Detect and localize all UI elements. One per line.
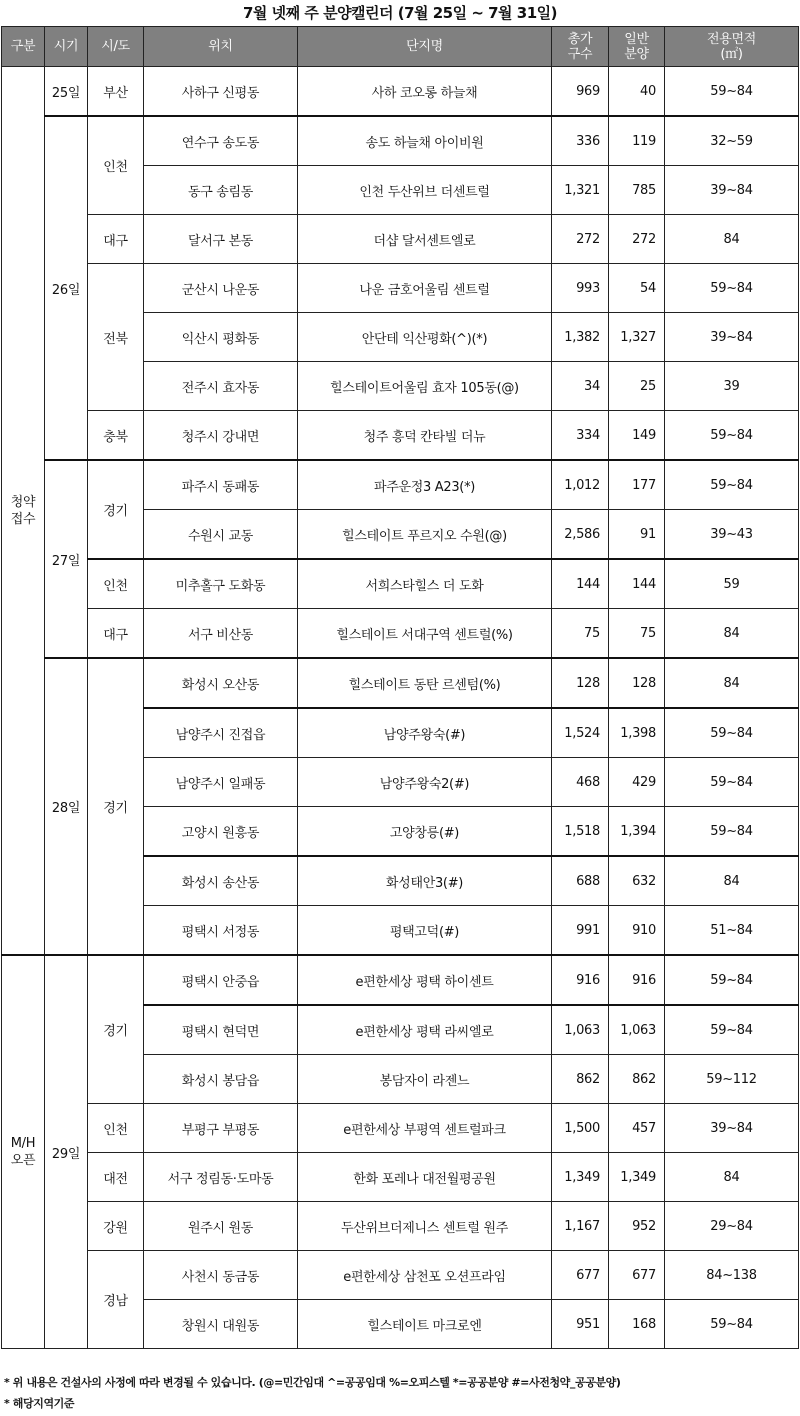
location-cell: 창원시 대원동 (144, 1300, 298, 1349)
complex-cell: 송도 하늘채 아이비원 (298, 116, 552, 166)
location-cell: 평택시 현덕면 (144, 1005, 298, 1055)
total-cell: 272 (552, 215, 609, 264)
complex-cell: 힐스테이트 동탄 르센텀(%) (298, 658, 552, 708)
general-cell: 1,327 (609, 313, 665, 362)
area-cell: 39 (665, 362, 799, 411)
group-mh-open: M/H 오픈 (2, 955, 45, 1349)
general-cell: 429 (609, 758, 665, 807)
complex-cell: 청주 흥덕 칸타빌 더뉴 (298, 411, 552, 461)
header-area: 전용면적 (㎡) (665, 27, 799, 67)
complex-cell: e편한세상 평택 하이센트 (298, 955, 552, 1005)
general-cell: 677 (609, 1251, 665, 1300)
table-row (2, 116, 799, 166)
table-row (2, 658, 799, 708)
area-cell: 59~112 (665, 1055, 799, 1104)
total-cell: 334 (552, 411, 609, 461)
area-cell: 59~84 (665, 708, 799, 758)
day-cell: 26일 (45, 116, 88, 460)
group-subscription: 청약 접수 (2, 67, 45, 956)
area-cell: 59~84 (665, 264, 799, 313)
total-cell: 2,586 (552, 510, 609, 560)
table-row (2, 411, 799, 461)
total-cell: 1,518 (552, 807, 609, 857)
general-cell: 40 (609, 67, 665, 117)
location-cell: 동구 송림동 (144, 166, 298, 215)
day-cell: 25일 (45, 67, 88, 117)
region-cell: 전북 (88, 264, 144, 411)
total-cell: 1,349 (552, 1153, 609, 1202)
complex-cell: 힐스테이트 서대구역 센트럴(%) (298, 609, 552, 659)
area-cell: 84 (665, 856, 799, 906)
location-cell: 수원시 교동 (144, 510, 298, 560)
complex-cell: e편한세상 부평역 센트럴파크 (298, 1104, 552, 1153)
region-cell: 충북 (88, 411, 144, 461)
general-cell: 916 (609, 955, 665, 1005)
area-cell: 32~59 (665, 116, 799, 166)
general-cell: 1,349 (609, 1153, 665, 1202)
header-row (2, 27, 799, 67)
complex-cell: 사하 코오롱 하늘채 (298, 67, 552, 117)
general-cell: 1,398 (609, 708, 665, 758)
area-cell: 84~138 (665, 1251, 799, 1300)
general-cell: 862 (609, 1055, 665, 1104)
total-cell: 1,524 (552, 708, 609, 758)
table-row (2, 1202, 799, 1251)
table-row (2, 460, 799, 510)
table-row (2, 1251, 799, 1300)
total-cell: 128 (552, 658, 609, 708)
location-cell: 남양주시 진접읍 (144, 708, 298, 758)
general-cell: 128 (609, 658, 665, 708)
calendar-table (1, 26, 799, 1349)
header-category: 구분 (2, 27, 45, 67)
footnotes (4, 1372, 796, 1414)
header-period: 시기 (45, 27, 88, 67)
day-cell: 27일 (45, 460, 88, 658)
region-cell: 경기 (88, 658, 144, 955)
location-cell: 사하구 신평동 (144, 67, 298, 117)
table-row (2, 1153, 799, 1202)
location-cell: 연수구 송도동 (144, 116, 298, 166)
location-cell: 달서구 본동 (144, 215, 298, 264)
complex-cell: 나운 금호어울림 센트럴 (298, 264, 552, 313)
area-cell: 59~84 (665, 411, 799, 461)
complex-cell: 파주운정3 A23(*) (298, 460, 552, 510)
complex-cell: 평택고덕(#) (298, 906, 552, 956)
complex-cell: 힐스테이트어울림 효자 105동(@) (298, 362, 552, 411)
general-cell: 632 (609, 856, 665, 906)
total-cell: 1,500 (552, 1104, 609, 1153)
header-complex: 단지명 (298, 27, 552, 67)
total-cell: 969 (552, 67, 609, 117)
location-cell: 고양시 원흥동 (144, 807, 298, 857)
region-cell: 경남 (88, 1251, 144, 1349)
general-cell: 149 (609, 411, 665, 461)
region-cell: 강원 (88, 1202, 144, 1251)
footnote-region-basis: * 해당지역기준 (4, 1397, 75, 1410)
total-cell: 34 (552, 362, 609, 411)
complex-cell: 화성태안3(#) (298, 856, 552, 906)
location-cell: 전주시 효자동 (144, 362, 298, 411)
general-cell: 952 (609, 1202, 665, 1251)
general-cell: 168 (609, 1300, 665, 1349)
location-cell: 평택시 서정동 (144, 906, 298, 956)
location-cell: 서구 정림동·도마동 (144, 1153, 298, 1202)
general-cell: 91 (609, 510, 665, 560)
complex-cell: 더샵 달서센트엘로 (298, 215, 552, 264)
general-cell: 457 (609, 1104, 665, 1153)
region-cell: 인천 (88, 1104, 144, 1153)
region-cell: 경기 (88, 955, 144, 1104)
total-cell: 991 (552, 906, 609, 956)
header-region: 시/도 (88, 27, 144, 67)
location-cell: 파주시 동패동 (144, 460, 298, 510)
location-cell: 사천시 동금동 (144, 1251, 298, 1300)
area-cell: 59~84 (665, 807, 799, 857)
area-cell: 84 (665, 658, 799, 708)
day-cell: 28일 (45, 658, 88, 955)
complex-cell: 힐스테이트 마크로엔 (298, 1300, 552, 1349)
general-cell: 1,063 (609, 1005, 665, 1055)
region-cell: 대구 (88, 609, 144, 659)
table-row (2, 955, 799, 1005)
day-cell: 29일 (45, 955, 88, 1349)
general-cell: 119 (609, 116, 665, 166)
total-cell: 677 (552, 1251, 609, 1300)
table-row (2, 1104, 799, 1153)
area-cell: 84 (665, 1153, 799, 1202)
general-cell: 272 (609, 215, 665, 264)
area-cell: 39~84 (665, 1104, 799, 1153)
location-cell: 남양주시 일패동 (144, 758, 298, 807)
complex-cell: e편한세상 평택 라씨엘로 (298, 1005, 552, 1055)
complex-cell: 남양주왕숙(#) (298, 708, 552, 758)
general-cell: 177 (609, 460, 665, 510)
total-cell: 336 (552, 116, 609, 166)
complex-cell: 한화 포레나 대전월평공원 (298, 1153, 552, 1202)
total-cell: 468 (552, 758, 609, 807)
location-cell: 부평구 부평동 (144, 1104, 298, 1153)
total-cell: 1,012 (552, 460, 609, 510)
area-cell: 59~84 (665, 1005, 799, 1055)
table-row (2, 264, 799, 313)
location-cell: 군산시 나운동 (144, 264, 298, 313)
region-cell: 대전 (88, 1153, 144, 1202)
header-general-units: 일반 분양 (609, 27, 665, 67)
location-cell: 익산시 평화동 (144, 313, 298, 362)
complex-cell: 봉담자이 라젠느 (298, 1055, 552, 1104)
complex-cell: e편한세상 삼천포 오션프라임 (298, 1251, 552, 1300)
area-cell: 59~84 (665, 1300, 799, 1349)
area-cell: 39~43 (665, 510, 799, 560)
general-cell: 910 (609, 906, 665, 956)
general-cell: 1,394 (609, 807, 665, 857)
table-row (2, 609, 799, 659)
area-cell: 29~84 (665, 1202, 799, 1251)
area-cell: 59 (665, 559, 799, 609)
general-cell: 25 (609, 362, 665, 411)
complex-cell: 안단테 익산평화(^)(*) (298, 313, 552, 362)
location-cell: 미추홀구 도화동 (144, 559, 298, 609)
area-cell: 39~84 (665, 166, 799, 215)
area-cell: 84 (665, 215, 799, 264)
complex-cell: 인천 두산위브 더센트럴 (298, 166, 552, 215)
complex-cell: 서희스타힐스 더 도화 (298, 559, 552, 609)
general-cell: 144 (609, 559, 665, 609)
complex-cell: 남양주왕숙2(#) (298, 758, 552, 807)
area-cell: 39~84 (665, 313, 799, 362)
general-cell: 54 (609, 264, 665, 313)
total-cell: 916 (552, 955, 609, 1005)
region-cell: 경기 (88, 460, 144, 559)
area-cell: 51~84 (665, 906, 799, 956)
area-cell: 59~84 (665, 955, 799, 1005)
location-cell: 원주시 원동 (144, 1202, 298, 1251)
total-cell: 951 (552, 1300, 609, 1349)
header-total-units: 총가 구수 (552, 27, 609, 67)
total-cell: 1,382 (552, 313, 609, 362)
footnote-legend: * 위 내용은 건설사의 사정에 따라 변경될 수 있습니다. (@=민간임대 ^=공공임대 %=오피스텔 *=공공분양 #=사전청약_공공분양) (4, 1376, 621, 1389)
region-cell: 인천 (88, 116, 144, 215)
area-cell: 84 (665, 609, 799, 659)
total-cell: 688 (552, 856, 609, 906)
table-row (2, 67, 799, 117)
general-cell: 75 (609, 609, 665, 659)
region-cell: 부산 (88, 67, 144, 117)
general-cell: 785 (609, 166, 665, 215)
total-cell: 75 (552, 609, 609, 659)
area-cell: 59~84 (665, 67, 799, 117)
location-cell: 서구 비산동 (144, 609, 298, 659)
table-row (2, 215, 799, 264)
total-cell: 144 (552, 559, 609, 609)
complex-cell: 두산위브더제니스 센트럴 원주 (298, 1202, 552, 1251)
total-cell: 993 (552, 264, 609, 313)
header-location: 위치 (144, 27, 298, 67)
location-cell: 화성시 봉담읍 (144, 1055, 298, 1104)
complex-cell: 힐스테이트 푸르지오 수원(@) (298, 510, 552, 560)
total-cell: 1,063 (552, 1005, 609, 1055)
area-cell: 59~84 (665, 758, 799, 807)
page-title: 7월 넷째 주 분양캘린더 (7월 25일 ~ 7월 31일) (243, 4, 557, 22)
region-cell: 대구 (88, 215, 144, 264)
area-cell: 59~84 (665, 460, 799, 510)
total-cell: 1,167 (552, 1202, 609, 1251)
complex-cell: 고양창릉(#) (298, 807, 552, 857)
location-cell: 평택시 안중읍 (144, 955, 298, 1005)
total-cell: 862 (552, 1055, 609, 1104)
total-cell: 1,321 (552, 166, 609, 215)
table-row (2, 559, 799, 609)
location-cell: 화성시 오산동 (144, 658, 298, 708)
location-cell: 청주시 강내면 (144, 411, 298, 461)
location-cell: 화성시 송산동 (144, 856, 298, 906)
region-cell: 인천 (88, 559, 144, 609)
